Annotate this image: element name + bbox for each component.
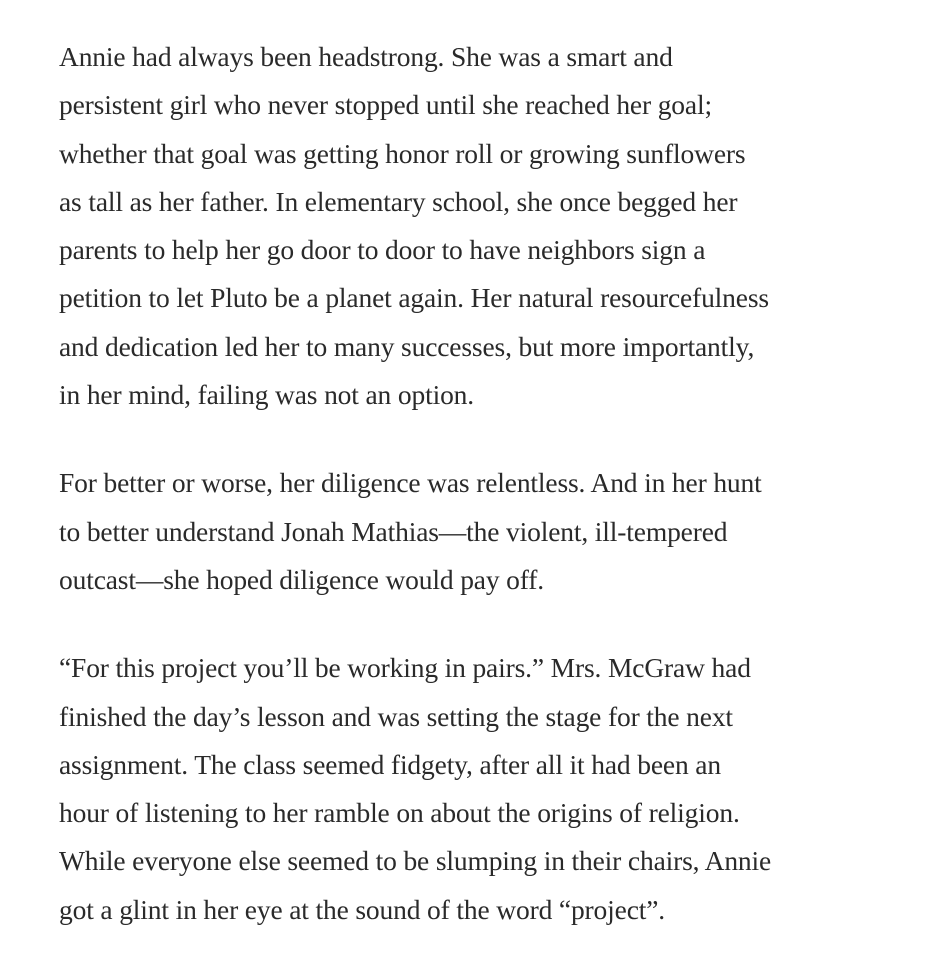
text-line: For better or worse, her diligence was relentless. And in her hunt — [59, 467, 762, 499]
text-line: whether that goal was getting honor roll or growing sunflowers — [59, 137, 746, 169]
paragraph-2 — [59, 459, 909, 604]
text-line: Annie had always been headstrong. She was a smart and — [59, 41, 673, 72]
text-line: in her mind, failing was not an option. — [59, 379, 474, 411]
text-line: petition to let Pluto be a planet again. Her natural resourcefulness — [59, 282, 769, 314]
paragraph-3 — [59, 644, 909, 934]
text-line: and dedication led her to many successes, but more importantly, — [59, 330, 755, 362]
text-line: parents to help her go door to door to have neighbors sign a — [59, 234, 706, 266]
text-line: to better understand Jonah Mathias—the violent, ill-tempered — [59, 515, 728, 547]
text-line: outcast—she hoped diligence would pay off. — [59, 563, 545, 595]
text-line: got a glint in her eye at the sound of the word “project”. — [59, 893, 666, 925]
text-line: hour of listening to her ramble on about the origins of religion. — [59, 797, 740, 829]
text-line: While everyone else seemed to be slumping in their chairs, Annie — [59, 845, 772, 877]
text-line: “For this project you’ll be working in pairs.” Mrs. McGraw had — [59, 652, 751, 684]
article-body — [59, 33, 909, 974]
paragraph-1 — [59, 33, 909, 419]
text-line: persistent girl who never stopped until she reached her goal; — [59, 89, 712, 121]
text-line: finished the day’s lesson and was setting the stage for the next — [59, 700, 733, 732]
text-line: assignment. The class seemed fidgety, after all it had been an — [59, 748, 721, 780]
text-line: as tall as her father. In elementary school, she once begged her — [59, 185, 738, 217]
